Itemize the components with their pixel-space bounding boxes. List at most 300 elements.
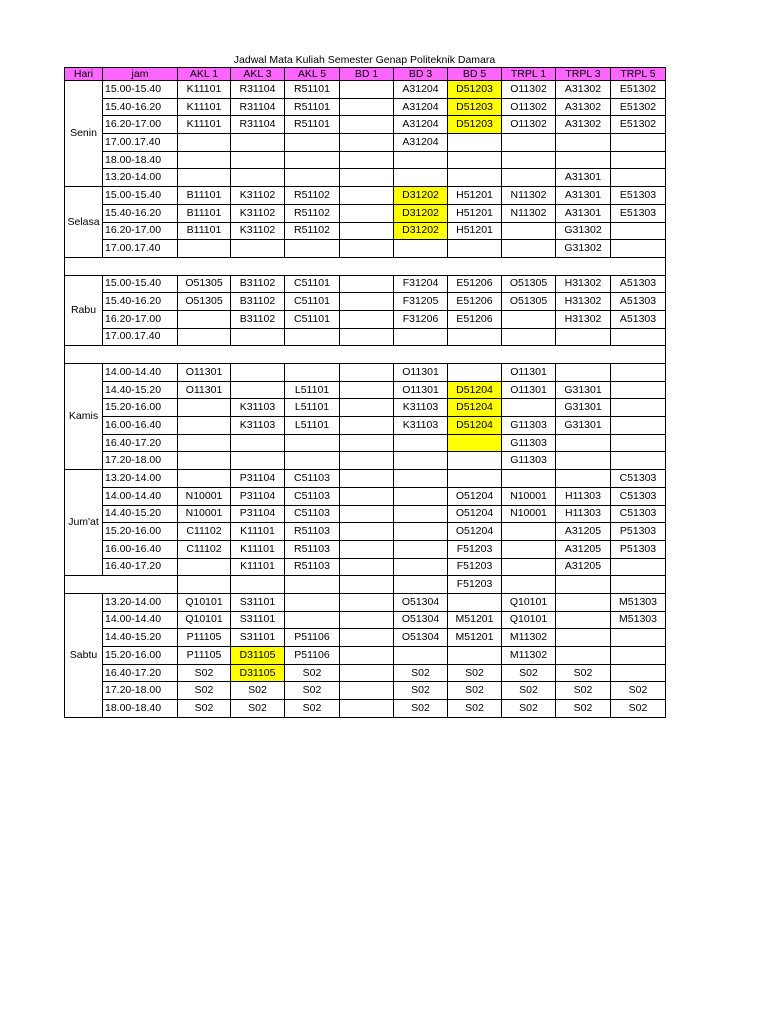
course-cell: D51203 <box>448 116 502 134</box>
course-cell: S02 <box>178 664 231 682</box>
course-cell: O11301 <box>502 364 556 382</box>
course-cell <box>340 328 394 346</box>
course-cell <box>340 381 394 399</box>
table-row <box>65 523 666 541</box>
course-cell: B31102 <box>231 310 285 328</box>
course-cell <box>231 381 285 399</box>
course-cell: D51203 <box>448 81 502 99</box>
table-row <box>65 629 666 647</box>
table-row <box>65 134 666 152</box>
course-cell: C51101 <box>285 310 340 328</box>
course-cell: G11303 <box>502 434 556 452</box>
course-cell <box>340 700 394 718</box>
table-row <box>65 576 666 594</box>
course-cell <box>502 523 556 541</box>
course-cell: C51101 <box>285 275 340 293</box>
course-cell: N11302 <box>502 187 556 205</box>
time-cell: 17.20-18.00 <box>103 682 178 700</box>
table-row <box>65 151 666 169</box>
course-cell: E51206 <box>448 293 502 311</box>
course-cell: F51203 <box>448 540 502 558</box>
course-cell <box>611 381 666 399</box>
course-cell <box>340 275 394 293</box>
course-cell: O51204 <box>448 523 502 541</box>
course-cell <box>556 134 611 152</box>
course-cell: O11301 <box>178 364 231 382</box>
course-cell <box>231 434 285 452</box>
header-cell: TRPL 1 <box>502 68 556 81</box>
course-cell: S31101 <box>231 593 285 611</box>
course-cell <box>285 364 340 382</box>
course-cell: K31103 <box>394 417 448 435</box>
course-cell <box>340 576 394 594</box>
course-cell: A51303 <box>611 310 666 328</box>
course-cell: S02 <box>394 700 448 718</box>
course-cell: N10001 <box>502 487 556 505</box>
time-cell: 15.40-16.20 <box>103 293 178 311</box>
course-cell <box>340 505 394 523</box>
course-cell: O51204 <box>448 487 502 505</box>
course-cell: G31301 <box>556 417 611 435</box>
course-cell: A31204 <box>394 134 448 152</box>
course-cell: F31206 <box>394 310 448 328</box>
course-cell <box>285 169 340 187</box>
course-cell: A31204 <box>394 98 448 116</box>
course-cell: E51302 <box>611 116 666 134</box>
day-cell: Senin <box>65 81 103 187</box>
course-cell: O51305 <box>502 293 556 311</box>
table-row <box>65 487 666 505</box>
course-cell <box>340 310 394 328</box>
course-cell: H51201 <box>448 222 502 240</box>
course-cell <box>178 328 231 346</box>
separator-cell <box>65 346 666 364</box>
course-cell: D31202 <box>394 222 448 240</box>
course-cell: C11102 <box>178 523 231 541</box>
table-row <box>65 169 666 187</box>
course-cell <box>340 558 394 576</box>
course-cell: C51103 <box>285 470 340 488</box>
course-cell <box>502 399 556 417</box>
course-cell <box>448 452 502 470</box>
course-cell: O11302 <box>502 116 556 134</box>
course-cell: L51101 <box>285 381 340 399</box>
course-cell: S02 <box>556 700 611 718</box>
course-cell: S02 <box>611 700 666 718</box>
course-cell: S02 <box>285 700 340 718</box>
course-cell <box>340 134 394 152</box>
header-cell: TRPL 3 <box>556 68 611 81</box>
course-cell <box>611 417 666 435</box>
course-cell: O51304 <box>394 611 448 629</box>
course-cell <box>178 240 231 258</box>
time-cell: 13.20-14.00 <box>103 169 178 187</box>
table-row <box>65 293 666 311</box>
header-row <box>65 68 666 81</box>
course-cell <box>394 169 448 187</box>
course-cell <box>285 240 340 258</box>
course-cell: K31102 <box>231 187 285 205</box>
course-cell: G11303 <box>502 417 556 435</box>
course-cell: A31301 <box>556 204 611 222</box>
course-cell: K11101 <box>231 540 285 558</box>
course-cell: R31104 <box>231 98 285 116</box>
course-cell <box>231 151 285 169</box>
separator-row <box>65 257 666 275</box>
course-cell <box>448 593 502 611</box>
course-cell: K11101 <box>231 558 285 576</box>
table-row <box>65 204 666 222</box>
course-cell <box>502 328 556 346</box>
time-cell: 16.40-17.20 <box>103 664 178 682</box>
course-cell: C51303 <box>611 505 666 523</box>
course-cell: S02 <box>448 700 502 718</box>
day-cell: Kamis <box>65 364 103 470</box>
time-cell: 17.00.17.40 <box>103 328 178 346</box>
course-cell: S02 <box>556 664 611 682</box>
table-row <box>65 98 666 116</box>
course-cell <box>502 134 556 152</box>
course-cell: O11301 <box>394 364 448 382</box>
course-cell: E51302 <box>611 98 666 116</box>
course-cell <box>340 204 394 222</box>
course-cell: C51303 <box>611 470 666 488</box>
course-cell <box>340 293 394 311</box>
course-cell: A31302 <box>556 98 611 116</box>
course-cell <box>556 647 611 665</box>
course-cell: N10001 <box>178 487 231 505</box>
course-cell: S02 <box>611 682 666 700</box>
course-cell <box>340 187 394 205</box>
course-cell <box>394 576 448 594</box>
course-cell: B31102 <box>231 275 285 293</box>
course-cell <box>448 169 502 187</box>
course-cell: D31105 <box>231 647 285 665</box>
header-cell: AKL 3 <box>231 68 285 81</box>
course-cell: D31105 <box>231 664 285 682</box>
course-cell <box>340 452 394 470</box>
course-cell: R51103 <box>285 558 340 576</box>
course-cell <box>556 611 611 629</box>
course-cell <box>611 629 666 647</box>
course-cell: A31302 <box>556 116 611 134</box>
time-cell: 14.00-14.40 <box>103 364 178 382</box>
table-row <box>65 700 666 718</box>
table-row <box>65 399 666 417</box>
table-row <box>65 593 666 611</box>
time-cell: 16.20-17.00 <box>103 310 178 328</box>
course-cell <box>231 169 285 187</box>
course-cell: K11101 <box>231 523 285 541</box>
time-cell: 18.00-18.40 <box>103 151 178 169</box>
course-cell: S02 <box>394 664 448 682</box>
course-cell: E51303 <box>611 187 666 205</box>
course-cell <box>340 487 394 505</box>
course-cell <box>340 629 394 647</box>
course-cell: O11302 <box>502 98 556 116</box>
course-cell: H51201 <box>448 204 502 222</box>
course-cell: C51103 <box>285 487 340 505</box>
separator-row <box>65 346 666 364</box>
table-row <box>65 611 666 629</box>
course-cell: S31101 <box>231 611 285 629</box>
course-cell <box>556 328 611 346</box>
course-cell <box>394 240 448 258</box>
course-cell: K31103 <box>231 399 285 417</box>
course-cell <box>502 470 556 488</box>
course-cell <box>394 328 448 346</box>
time-cell: 16.20-17.00 <box>103 116 178 134</box>
course-cell: R51102 <box>285 204 340 222</box>
course-cell <box>285 134 340 152</box>
course-cell <box>340 81 394 99</box>
course-cell: S31101 <box>231 629 285 647</box>
course-cell <box>178 434 231 452</box>
course-cell <box>340 593 394 611</box>
course-cell: A31205 <box>556 558 611 576</box>
time-cell: 13.20-14.00 <box>103 470 178 488</box>
day-cell: Rabu <box>65 275 103 346</box>
course-cell: C51303 <box>611 487 666 505</box>
course-cell <box>556 470 611 488</box>
course-cell: Q10101 <box>178 593 231 611</box>
course-cell: S02 <box>556 682 611 700</box>
course-cell: S02 <box>231 682 285 700</box>
time-cell: 16.40-17.20 <box>103 558 178 576</box>
time-cell: 15.00-15.40 <box>103 81 178 99</box>
course-cell: R31104 <box>231 116 285 134</box>
course-cell: R51101 <box>285 98 340 116</box>
course-cell <box>178 151 231 169</box>
time-cell: 16.40-17.20 <box>103 434 178 452</box>
course-cell: R51102 <box>285 187 340 205</box>
course-cell: D51203 <box>448 98 502 116</box>
course-cell: P51106 <box>285 647 340 665</box>
course-cell <box>448 240 502 258</box>
course-cell <box>394 452 448 470</box>
table-row <box>65 452 666 470</box>
course-cell: B31102 <box>231 293 285 311</box>
schedule-table <box>64 67 666 718</box>
time-cell: 17.20-18.00 <box>103 452 178 470</box>
course-cell: H31302 <box>556 293 611 311</box>
course-cell: O51305 <box>502 275 556 293</box>
empty-cell <box>65 576 178 594</box>
course-cell: D31202 <box>394 204 448 222</box>
day-cell: Sabtu <box>65 593 103 717</box>
course-cell: M51201 <box>448 611 502 629</box>
course-cell: H51201 <box>448 187 502 205</box>
course-cell: R51103 <box>285 523 340 541</box>
course-cell <box>611 151 666 169</box>
course-cell <box>502 240 556 258</box>
course-cell: D31202 <box>394 187 448 205</box>
separator-cell <box>65 257 666 275</box>
time-cell: 16.20-17.00 <box>103 222 178 240</box>
table-row <box>65 647 666 665</box>
course-cell: D51204 <box>448 417 502 435</box>
course-cell: F51203 <box>448 576 502 594</box>
course-cell: P51303 <box>611 523 666 541</box>
table-row <box>65 682 666 700</box>
course-cell <box>231 364 285 382</box>
course-cell: E51206 <box>448 275 502 293</box>
course-cell: E51302 <box>611 81 666 99</box>
header-cell: TRPL 5 <box>611 68 666 81</box>
header-cell: BD 3 <box>394 68 448 81</box>
course-cell: A31204 <box>394 81 448 99</box>
course-cell <box>340 364 394 382</box>
course-cell <box>285 611 340 629</box>
time-cell: 17.00.17.40 <box>103 134 178 152</box>
table-row <box>65 470 666 488</box>
course-cell <box>340 399 394 417</box>
page-title: Jadwal Mata Kuliah Semester Genap Politeknik Damara <box>233 54 496 66</box>
course-cell: O51305 <box>178 275 231 293</box>
course-cell <box>611 240 666 258</box>
course-cell: D51204 <box>448 399 502 417</box>
course-cell <box>178 417 231 435</box>
course-cell: F51203 <box>448 558 502 576</box>
course-cell <box>611 434 666 452</box>
course-cell: F31204 <box>394 275 448 293</box>
course-cell: K11101 <box>178 98 231 116</box>
course-cell <box>340 647 394 665</box>
course-cell: R51101 <box>285 81 340 99</box>
course-cell: B11101 <box>178 204 231 222</box>
time-cell: 17.00.17.40 <box>103 240 178 258</box>
table-row <box>65 364 666 382</box>
course-cell <box>502 222 556 240</box>
course-cell: E51303 <box>611 204 666 222</box>
course-cell <box>556 364 611 382</box>
course-cell <box>340 434 394 452</box>
course-cell <box>448 470 502 488</box>
course-cell <box>556 593 611 611</box>
course-cell: M51303 <box>611 611 666 629</box>
course-cell: A31204 <box>394 116 448 134</box>
course-cell <box>448 134 502 152</box>
course-cell: G31302 <box>556 222 611 240</box>
course-cell: O51304 <box>394 629 448 647</box>
course-cell <box>448 434 502 452</box>
course-cell <box>231 134 285 152</box>
table-row <box>65 434 666 452</box>
course-cell <box>611 452 666 470</box>
course-cell: K31103 <box>231 417 285 435</box>
course-cell: O11301 <box>502 381 556 399</box>
course-cell: K31102 <box>231 222 285 240</box>
course-cell: K31102 <box>231 204 285 222</box>
course-cell: P11105 <box>178 629 231 647</box>
course-cell <box>502 540 556 558</box>
course-cell <box>556 576 611 594</box>
course-cell: S02 <box>178 682 231 700</box>
course-cell <box>340 523 394 541</box>
time-cell: 14.40-15.20 <box>103 629 178 647</box>
table-row <box>65 381 666 399</box>
time-cell: 13.20-14.00 <box>103 593 178 611</box>
course-cell: M11302 <box>502 647 556 665</box>
course-cell <box>394 647 448 665</box>
course-cell: H11303 <box>556 505 611 523</box>
course-cell <box>340 682 394 700</box>
course-cell: C51103 <box>285 505 340 523</box>
course-cell <box>611 222 666 240</box>
course-cell: M51201 <box>448 629 502 647</box>
course-cell <box>340 151 394 169</box>
course-cell: A51303 <box>611 275 666 293</box>
course-cell <box>340 664 394 682</box>
course-cell: D51204 <box>448 381 502 399</box>
course-cell: S02 <box>448 682 502 700</box>
course-cell <box>285 434 340 452</box>
time-cell: 16.00-16.40 <box>103 540 178 558</box>
course-cell: S02 <box>394 682 448 700</box>
course-cell: P31104 <box>231 505 285 523</box>
course-cell <box>394 558 448 576</box>
course-cell: H31302 <box>556 310 611 328</box>
course-cell <box>556 452 611 470</box>
course-cell <box>178 452 231 470</box>
course-cell <box>611 647 666 665</box>
course-cell <box>178 310 231 328</box>
table-row <box>65 116 666 134</box>
time-cell: 16.00-16.40 <box>103 417 178 435</box>
course-cell <box>611 399 666 417</box>
course-cell: N10001 <box>178 505 231 523</box>
course-cell <box>502 310 556 328</box>
course-cell: R51101 <box>285 116 340 134</box>
course-cell <box>394 487 448 505</box>
course-cell: P51303 <box>611 540 666 558</box>
course-cell: O51304 <box>394 593 448 611</box>
time-cell: 18.00-18.40 <box>103 700 178 718</box>
course-cell: F31205 <box>394 293 448 311</box>
course-cell: S02 <box>285 664 340 682</box>
header-cell: Hari <box>65 68 103 81</box>
schedule-body <box>65 81 666 718</box>
course-cell: S02 <box>448 664 502 682</box>
course-cell: S02 <box>178 700 231 718</box>
time-cell: 15.40-16.20 <box>103 98 178 116</box>
header-cell: BD 1 <box>340 68 394 81</box>
course-cell: B11101 <box>178 222 231 240</box>
table-row <box>65 275 666 293</box>
course-cell <box>340 470 394 488</box>
time-cell: 15.00-15.40 <box>103 275 178 293</box>
time-cell: 15.40-16.20 <box>103 204 178 222</box>
course-cell: S02 <box>502 664 556 682</box>
course-cell: P31104 <box>231 470 285 488</box>
table-row <box>65 540 666 558</box>
course-cell: G31302 <box>556 240 611 258</box>
course-cell <box>178 169 231 187</box>
table-row <box>65 558 666 576</box>
course-cell <box>340 540 394 558</box>
course-cell <box>231 452 285 470</box>
course-cell <box>448 647 502 665</box>
course-cell: S02 <box>285 682 340 700</box>
course-cell <box>178 576 231 594</box>
course-cell <box>502 169 556 187</box>
course-cell: G31301 <box>556 399 611 417</box>
course-cell: K31103 <box>394 399 448 417</box>
day-cell: Selasa <box>65 187 103 258</box>
course-cell: C11102 <box>178 540 231 558</box>
course-cell: H11303 <box>556 487 611 505</box>
table-row <box>65 240 666 258</box>
